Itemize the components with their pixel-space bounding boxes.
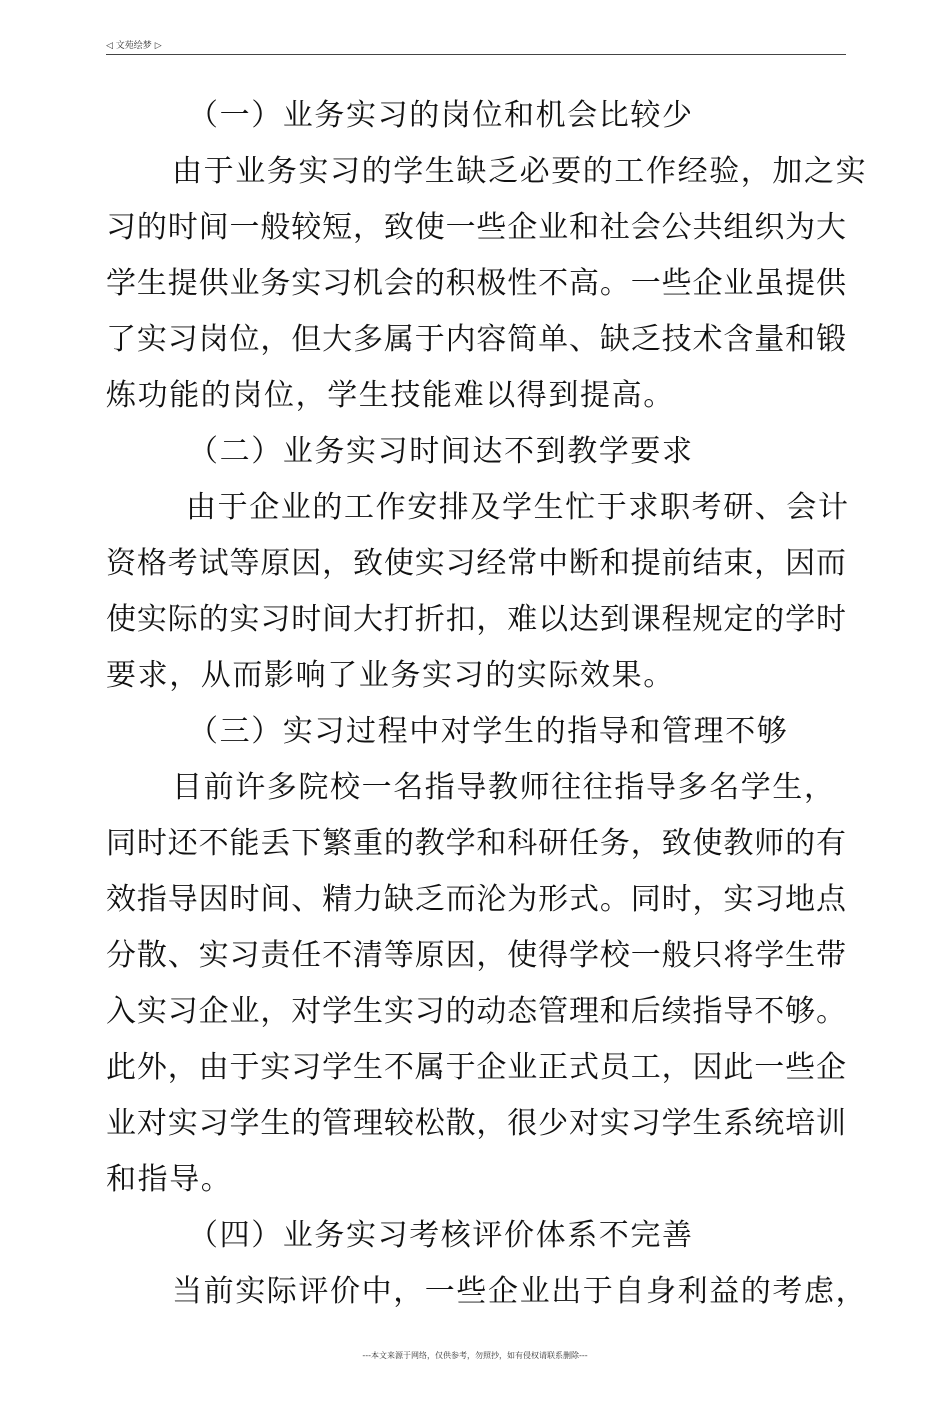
paragraph-line: 此外，由于实习学生不属于企业正式员工，因此一些企: [106, 1050, 846, 1085]
paragraph-line: 使实际的实习时间大打折扣，难以达到课程规定的学时: [106, 602, 846, 637]
paragraph-line: 了实习岗位，但大多属于内容简单、缺乏技术含量和锻: [106, 322, 846, 357]
paragraph-line: 目前许多院校一名指导教师往往指导多名学生，: [172, 770, 836, 805]
section-heading-3: （三）实习过程中对学生的指导和管理不够: [188, 714, 789, 749]
document-body: [106, 88, 868, 1320]
paragraph-line: 由于企业的工作安排及学生忙于求职考研、会计: [186, 490, 850, 525]
paragraph-line: 同时还不能丢下繁重的教学和科研任务，致使教师的有: [106, 826, 846, 861]
paragraph-line: 当前实际评价中，一些企业出于自身利益的考虑，: [172, 1274, 868, 1309]
paragraph-line: 习的时间一般较短，致使一些企业和社会公共组织为大: [106, 210, 846, 245]
paragraph-line: 炼功能的岗位，学生技能难以得到提高。: [106, 378, 675, 413]
paragraph-line: 业对实习学生的管理较松散，很少对实习学生系统培训: [106, 1106, 846, 1141]
header-divider: [106, 54, 846, 55]
paragraph-line: 资格考试等原因，致使实习经常中断和提前结束，因而: [106, 546, 846, 581]
paragraph-line: 由于业务实习的学生缺乏必要的工作经验，加之实: [172, 154, 868, 189]
section-heading-1: （一）业务实习的岗位和机会比较少: [188, 98, 694, 133]
header-title: 文苑绘梦: [115, 41, 152, 51]
paragraph-line: 和指导。: [106, 1162, 233, 1197]
paragraph-line: 效指导因时间、精力缺乏而沦为形式。同时，实习地点: [106, 882, 846, 917]
section-heading-2: （二）业务实习时间达不到教学要求: [188, 434, 694, 469]
right-triangle-icon: ▷: [154, 41, 162, 51]
paragraph-line: 入实习企业，对学生实习的动态管理和后续指导不够。: [106, 994, 846, 1029]
page-header: [106, 38, 846, 54]
section-heading-4: （四）业务实习考核评价体系不完善: [188, 1218, 694, 1253]
paragraph-line: 要求，从而影响了业务实习的实际效果。: [106, 658, 675, 693]
paragraph-line: 分散、实习责任不清等原因，使得学校一般只将学生带: [106, 938, 846, 973]
page-footer: ---本文来源于网络，仅供参考，勿照抄，如有侵权请联系删除---: [362, 1351, 588, 1360]
paragraph-line: 学生提供业务实习机会的积极性不高。一些企业虽提供: [106, 266, 846, 301]
left-triangle-icon: ◁: [106, 41, 113, 51]
